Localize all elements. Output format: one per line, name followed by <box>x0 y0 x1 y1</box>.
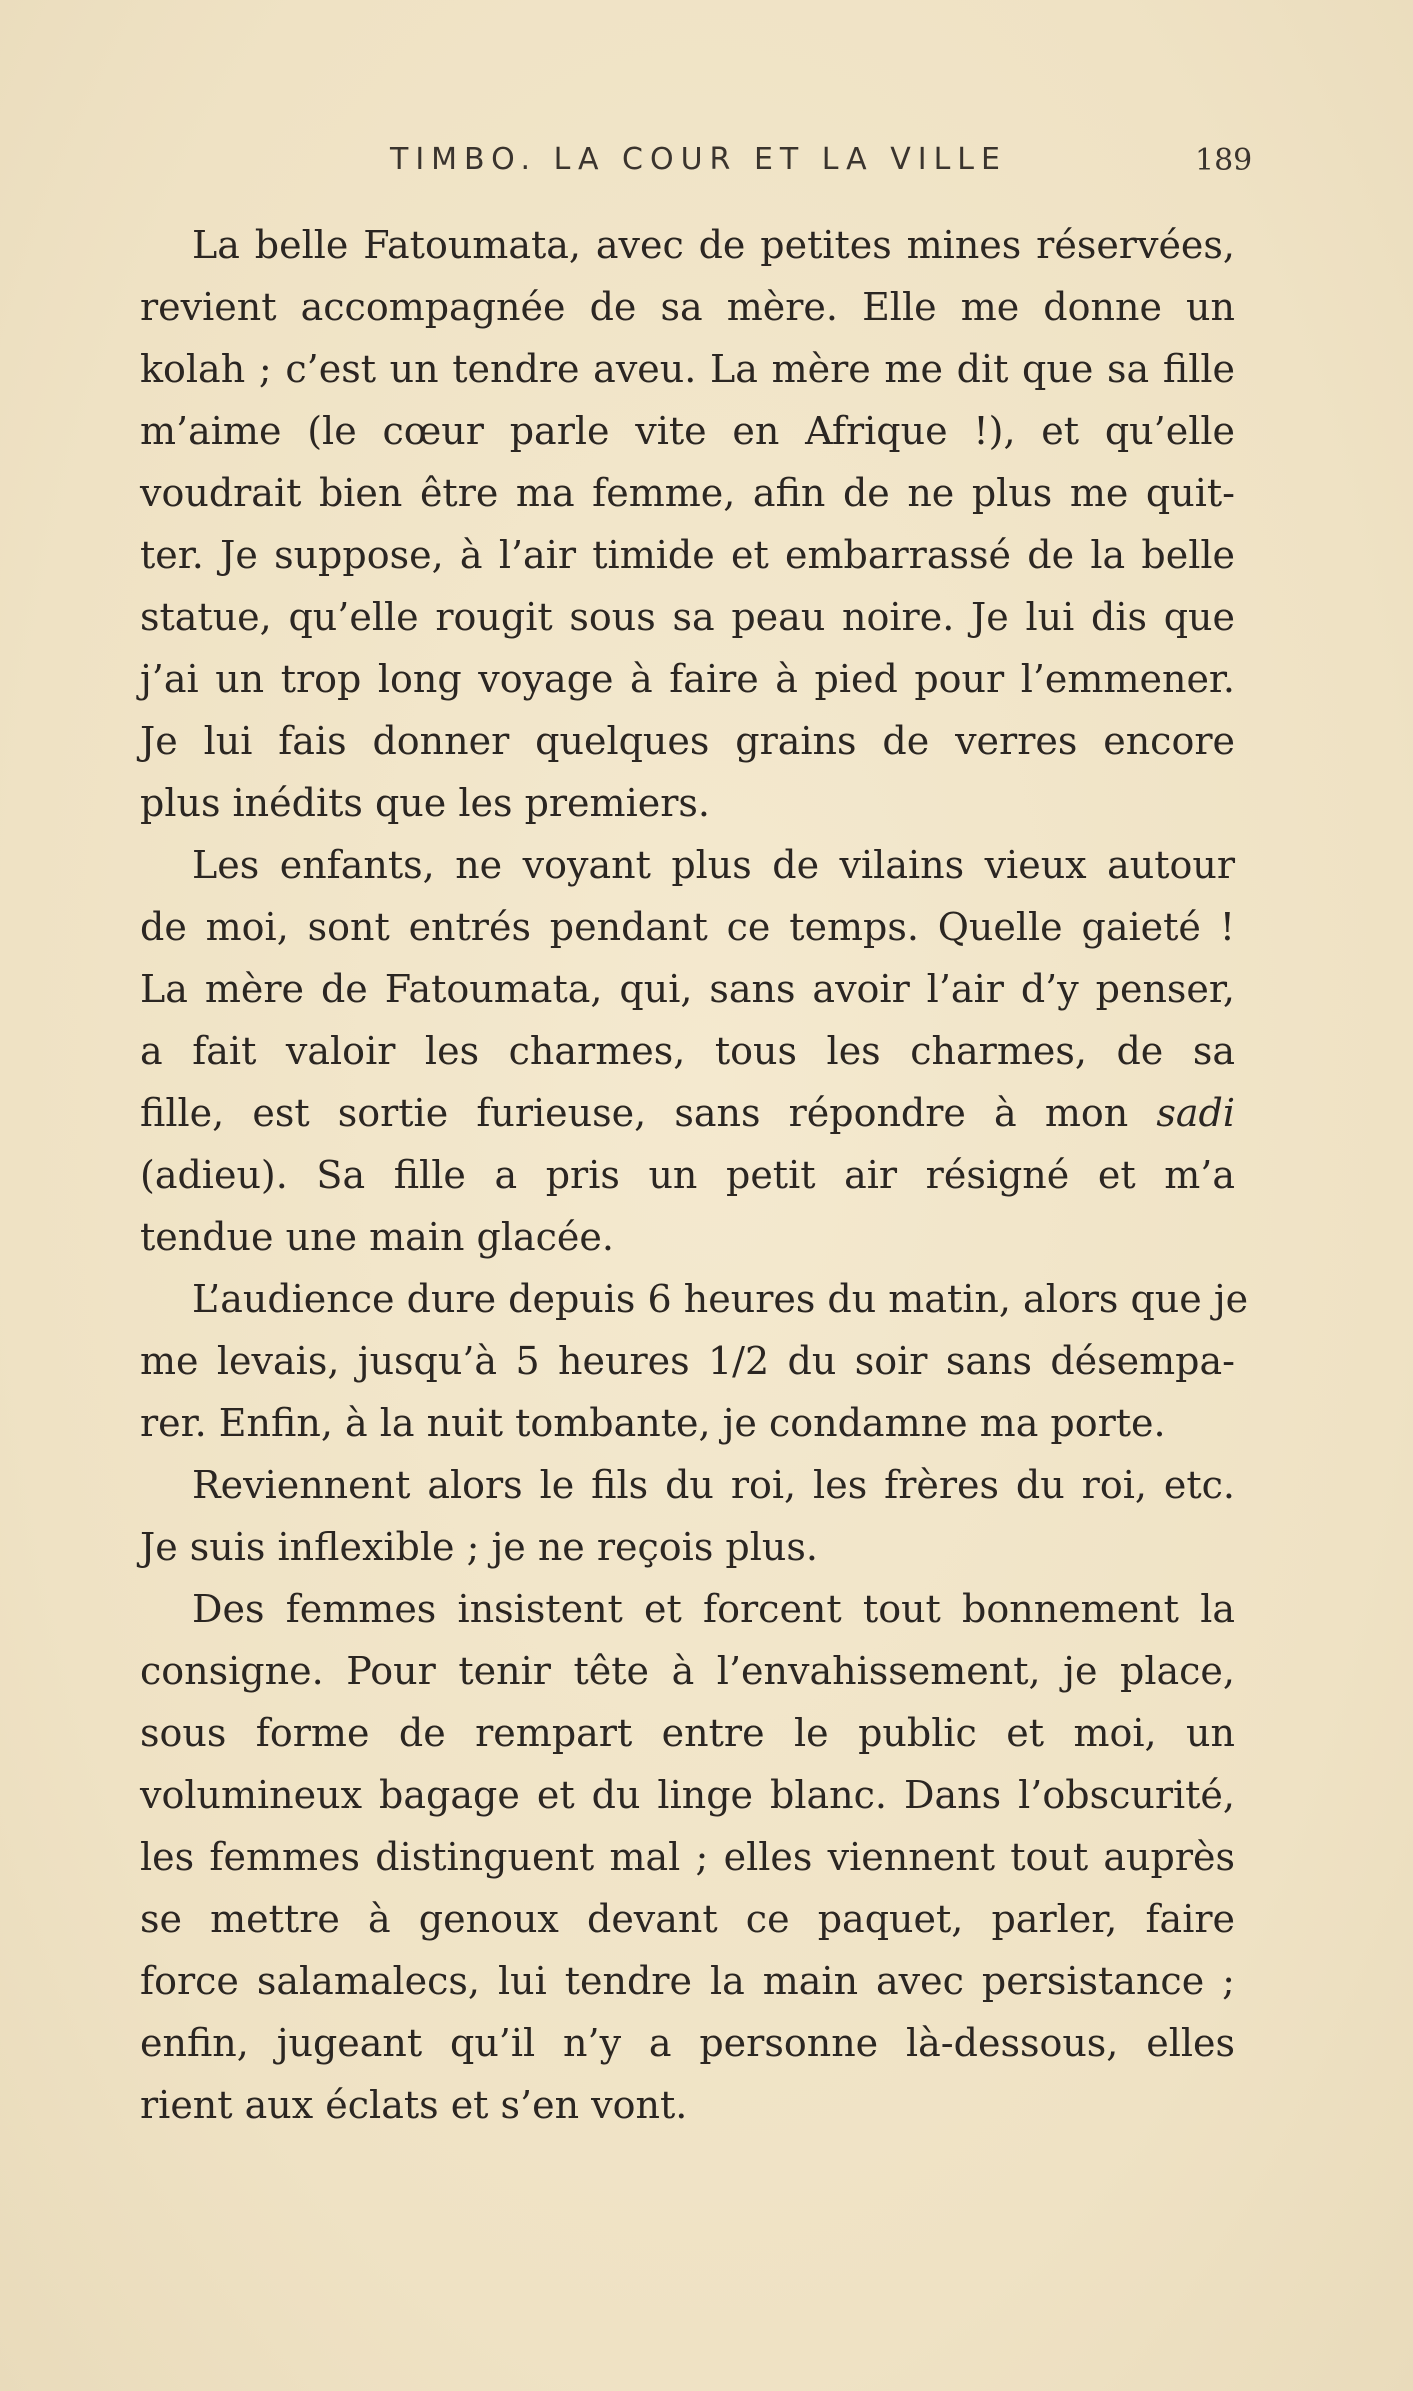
text-segment: fille, est sortie furieuse, sans répondre à mon <box>140 1091 1129 1135</box>
text-line: me levais, jusqu’à 5 heures 1/2 du soir sans désempa- <box>140 1339 1235 1383</box>
paragraph-1 <box>140 214 1235 834</box>
text-line: revient accompagnée de sa mère. Elle me donne un <box>140 285 1235 329</box>
text-line: enfin, jugeant qu’il n’y a personne là-dessous, elles <box>140 2021 1235 2065</box>
text-line: ter. Je suppose, à l’air timide et embarrassé de la belle <box>140 533 1235 577</box>
paragraph-2 <box>140 834 1235 1268</box>
text-line: de moi, sont entrés pendant ce temps. Quelle gaieté ! <box>140 905 1235 949</box>
text-line: rer. Enfin, à la nuit tombante, je condamne ma porte. <box>140 1401 1166 1445</box>
text-line: force salamalecs, lui tendre la main avec persistance ; <box>140 1959 1235 2003</box>
text-line: tendue une main glacée. <box>140 1215 614 1259</box>
running-title: TIMBO. LA COUR ET LA VILLE <box>390 142 1007 177</box>
paragraph-4 <box>140 1454 1235 1578</box>
text-line: volumineux bagage et du linge blanc. Dans l’obscurité, <box>140 1773 1235 1817</box>
text-line: m’aime (le cœur parle vite en Afrique !), et qu’elle <box>140 409 1235 453</box>
text-line: voudrait bien être ma femme, afin de ne plus me quit- <box>140 471 1235 515</box>
text-line: Des femmes insistent et forcent tout bonnement la <box>192 1587 1235 1631</box>
body-text <box>140 214 1249 2136</box>
text-line: La belle Fatoumata, avec de petites mines réservées, <box>192 223 1235 267</box>
text-line: Les enfants, ne voyant plus de vilains vieux autour <box>192 843 1235 887</box>
paragraph-3 <box>140 1268 1249 1454</box>
text-line: se mettre à genoux devant ce paquet, parler, faire <box>140 1897 1235 1941</box>
text-line: sous forme de rempart entre le public et moi, un <box>140 1711 1235 1755</box>
paragraph-5 <box>140 1578 1235 2136</box>
text-line: a fait valoir les charmes, tous les charmes, de sa <box>140 1029 1235 1073</box>
text-line: rient aux éclats et s’en vont. <box>140 2083 688 2127</box>
text-line-with-italic <box>140 1082 1235 1144</box>
text-line: La mère de Fatoumata, qui, sans avoir l’air d’y penser, <box>140 967 1235 1011</box>
text-line: j’ai un trop long voyage à faire à pied pour l’emmener. <box>140 657 1235 701</box>
text-line: Je lui fais donner quelques grains de verres encore <box>140 719 1235 763</box>
text-line: plus inédits que les premiers. <box>140 781 710 825</box>
text-line: statue, qu’elle rougit sous sa peau noire. Je lui dis que <box>140 595 1235 639</box>
page-number: 189 <box>1195 143 1253 178</box>
italic-word-sadi: sadi <box>1156 1091 1235 1135</box>
text-line: consigne. Pour tenir tête à l’envahissement, je place, <box>140 1649 1235 1693</box>
text-line: Je suis inflexible ; je ne reçois plus. <box>140 1525 818 1569</box>
text-line: (adieu). Sa fille a pris un petit air résigné et m’a <box>140 1153 1235 1197</box>
text-line: les femmes distinguent mal ; elles viennent tout auprès <box>140 1835 1235 1879</box>
text-line: L’audience dure depuis 6 heures du matin, alors que je <box>192 1277 1249 1321</box>
text-line: kolah ; c’est un tendre aveu. La mère me dit que sa fille <box>140 347 1235 391</box>
text-line: Reviennent alors le fils du roi, les frères du roi, etc. <box>192 1463 1235 1507</box>
